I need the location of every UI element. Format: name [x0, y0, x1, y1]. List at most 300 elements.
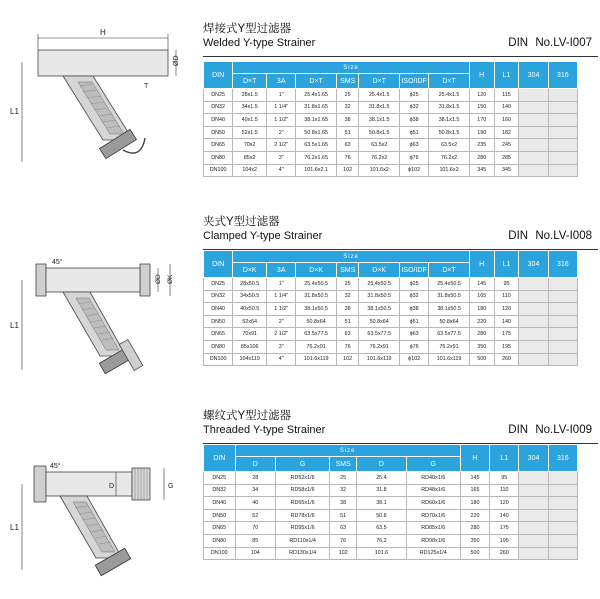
table-cell: 25.4x1.5 — [359, 89, 400, 102]
table-cell: 165 — [469, 290, 494, 303]
table-cell: 70x91 — [233, 328, 267, 341]
table-cell: RD48x1/6 — [406, 484, 460, 497]
table-cell: RD60x1/6 — [406, 497, 460, 510]
col-header: ISO/IDF — [399, 74, 428, 89]
table-cell: ϕ32 — [399, 101, 428, 114]
table-row — [204, 101, 578, 114]
table-cell: 190 — [469, 126, 494, 139]
table-cell: 280 — [469, 328, 494, 341]
table-row — [204, 290, 578, 303]
table-cell: 63 — [336, 139, 359, 152]
angle-label: 45° — [52, 259, 63, 266]
table-cell: RD70x1/6 — [406, 509, 460, 522]
table-cell: 76.2x1.65 — [296, 151, 337, 164]
table-cell: 51 — [336, 315, 359, 328]
table-cell: RD85x1/6 — [406, 522, 460, 535]
table-cell — [548, 89, 577, 102]
table-cell: RD78x1/6 — [276, 509, 330, 522]
table-cell: 4" — [267, 164, 296, 177]
table-cell: DN32 — [204, 290, 233, 303]
table-cell — [519, 534, 548, 547]
table-row — [204, 278, 578, 291]
table-cell: ϕ102 — [399, 164, 428, 177]
table-cell: DN65 — [204, 522, 236, 535]
col-header: D — [357, 457, 407, 472]
dim-d-label: ØD — [155, 274, 162, 284]
table-cell: 25.4x50.5 — [359, 278, 400, 291]
table-cell: 38.1x1.5 — [359, 114, 400, 127]
table-cell: 115 — [494, 89, 519, 102]
col-header: 3A — [267, 263, 296, 278]
dim-h-label: H — [100, 28, 106, 37]
threaded-title-cn: 螺纹式Y型过滤器 — [203, 410, 292, 422]
table-row — [204, 315, 578, 328]
table-cell: 102 — [336, 164, 359, 177]
table-cell: 70 — [235, 522, 276, 535]
table-cell: 104 — [235, 547, 276, 560]
table-cell — [548, 290, 577, 303]
table-cell: 500 — [469, 353, 494, 366]
table-cell: 245 — [494, 139, 519, 152]
title-divider — [203, 56, 598, 57]
table-cell: 260 — [494, 353, 519, 366]
table-cell — [519, 522, 548, 535]
col-header: G — [276, 457, 330, 472]
table-cell: ϕ25 — [399, 278, 428, 291]
table-cell: 76.2x91 — [359, 340, 400, 353]
table-cell: 52 — [235, 509, 276, 522]
table-cell: 101.6x2 — [429, 164, 470, 177]
welded-title-en: Welded Y-type Strainer — [203, 37, 316, 49]
table-cell: 101.6x119 — [296, 353, 337, 366]
table-cell — [548, 151, 577, 164]
table-cell: 76.2x91 — [296, 340, 337, 353]
table-cell: 110 — [490, 484, 519, 497]
table-cell: 85x2 — [233, 151, 267, 164]
table-cell: 40 — [235, 497, 276, 510]
table-cell: 31.8x50.5 — [429, 290, 470, 303]
table-row — [204, 353, 578, 366]
col-header: 316 — [548, 62, 577, 89]
table-cell: 63.5x77.5 — [296, 328, 337, 341]
table-cell: DN40 — [204, 303, 233, 316]
table-cell: RD130x1/4 — [276, 547, 330, 560]
table-cell: 28x1.5 — [233, 89, 267, 102]
table-cell: 3" — [267, 151, 296, 164]
table-cell — [548, 101, 577, 114]
table-row — [204, 126, 578, 139]
table-cell — [548, 278, 577, 291]
table-cell: ϕ51 — [399, 315, 428, 328]
size-band-header: Size — [235, 445, 460, 457]
table-cell: 31.8x50.5 — [296, 290, 337, 303]
table-cell: ϕ32 — [399, 290, 428, 303]
table-cell: 28x50.5 — [233, 278, 267, 291]
dim-l1-label: L1 — [10, 523, 19, 532]
col-header: SMS — [330, 457, 357, 472]
table-cell: 40x1.5 — [233, 114, 267, 127]
table-cell — [548, 484, 577, 497]
table-cell — [548, 472, 577, 485]
table-row — [204, 472, 578, 485]
table-cell: 76 — [330, 534, 357, 547]
table-cell: ϕ38 — [399, 303, 428, 316]
table-cell: 145 — [460, 472, 489, 485]
table-cell: 63.5x2 — [429, 139, 470, 152]
table-cell: 63 — [330, 522, 357, 535]
table-cell: 32 — [336, 290, 359, 303]
table-cell: 38.1x1.65 — [296, 114, 337, 127]
table-cell: 25.4x1.65 — [296, 89, 337, 102]
table-cell: 50.8x64 — [429, 315, 470, 328]
col-header: D×T — [429, 263, 470, 278]
table-cell: 102 — [330, 547, 357, 560]
table-cell: ϕ63 — [399, 139, 428, 152]
table-cell: 2" — [267, 126, 296, 139]
table-cell — [519, 89, 548, 102]
table-cell — [548, 547, 577, 560]
table-cell — [519, 353, 548, 366]
table-cell: 50.8x1.5 — [429, 126, 470, 139]
table-cell — [519, 101, 548, 114]
table-cell: 31.8x1.65 — [296, 101, 337, 114]
table-cell: 180 — [460, 497, 489, 510]
table-cell: 101.6x2 — [359, 164, 400, 177]
table-cell: RD98x1/6 — [406, 534, 460, 547]
threaded-strainer-diagram — [8, 450, 188, 595]
col-header: D×T — [233, 74, 267, 89]
table-cell: RD95x1/6 — [276, 522, 330, 535]
table-row — [204, 151, 578, 164]
table-cell: 25.4x50.5 — [296, 278, 337, 291]
size-band-header: Size — [233, 251, 470, 263]
table-row — [204, 534, 578, 547]
model-code: No.LV-I007 — [535, 37, 592, 49]
table-cell: 34 — [235, 484, 276, 497]
table-cell — [548, 139, 577, 152]
col-header: D — [235, 457, 276, 472]
table-cell: DN32 — [204, 101, 233, 114]
table-cell: 76.2 — [357, 534, 407, 547]
table-row — [204, 484, 578, 497]
table-cell: 70x2 — [233, 139, 267, 152]
table-row — [204, 509, 578, 522]
dim-d-label: D — [109, 483, 115, 490]
table-cell: 165 — [460, 484, 489, 497]
clamped-strainer-diagram — [8, 242, 188, 392]
col-header: D×K — [296, 263, 337, 278]
table-cell: 175 — [490, 522, 519, 535]
table-cell: 235 — [469, 139, 494, 152]
table-cell: DN50 — [204, 315, 233, 328]
table-cell: DN80 — [204, 151, 233, 164]
table-cell: 350 — [460, 534, 489, 547]
table-cell: 32 — [330, 484, 357, 497]
table-cell: 195 — [490, 534, 519, 547]
clamped-spec-table — [203, 250, 578, 366]
table-cell: 25.4 — [357, 472, 407, 485]
table-cell — [519, 151, 548, 164]
col-header: D×T — [429, 74, 470, 89]
table-cell — [519, 114, 548, 127]
col-header: SMS — [336, 263, 359, 278]
table-cell: 102 — [336, 353, 359, 366]
table-row — [204, 340, 578, 353]
table-cell: 280 — [469, 151, 494, 164]
table-cell — [519, 278, 548, 291]
table-cell: 38.1x50.5 — [429, 303, 470, 316]
table-cell: DN40 — [204, 497, 236, 510]
table-cell: 63.5 — [357, 522, 407, 535]
table-cell — [519, 547, 548, 560]
welded-strainer-diagram — [8, 22, 188, 182]
threaded-strainer-drawing — [8, 450, 188, 595]
table-cell: DN50 — [204, 509, 236, 522]
table-cell — [548, 353, 577, 366]
table-cell: 101.6x2.1 — [296, 164, 337, 177]
table-row — [204, 522, 578, 535]
table-cell: 101.6x119 — [429, 353, 470, 366]
col-header: DIN — [204, 445, 236, 472]
table-cell: 150 — [469, 101, 494, 114]
col-header: 304 — [519, 251, 548, 278]
table-cell: 2 1/2" — [267, 139, 296, 152]
table-cell: 2 1/2" — [267, 328, 296, 341]
table-cell — [548, 522, 577, 535]
table-row — [204, 164, 578, 177]
table-cell: 25 — [336, 89, 359, 102]
dim-g-label: G — [168, 483, 174, 490]
table-cell: 95 — [494, 278, 519, 291]
table-cell: 120 — [494, 303, 519, 316]
table-cell: 180 — [469, 303, 494, 316]
table-cell: 31.8x1.5 — [429, 101, 470, 114]
table-cell: 3" — [267, 340, 296, 353]
table-cell: RD110x1/4 — [276, 534, 330, 547]
threaded-strainer-section — [0, 400, 600, 599]
table-cell: 63.5x2 — [359, 139, 400, 152]
table-cell: 52x1.5 — [233, 126, 267, 139]
table-cell: 175 — [494, 328, 519, 341]
table-cell: 38.1x1.5 — [429, 114, 470, 127]
table-cell: RD65x1/6 — [276, 497, 330, 510]
table-cell: 140 — [494, 101, 519, 114]
welded-strainer-section — [0, 0, 600, 200]
table-cell: DN25 — [204, 278, 233, 291]
table-cell — [519, 315, 548, 328]
dim-d-label: ØD — [173, 55, 180, 66]
clamped-title-en: Clamped Y-type Strainer — [203, 230, 323, 242]
table-cell: 1 1/2" — [267, 114, 296, 127]
table-cell: 345 — [494, 164, 519, 177]
table-cell — [548, 497, 577, 510]
din-label: DIN — [508, 424, 529, 436]
table-cell — [519, 328, 548, 341]
table-cell: DN100 — [204, 164, 233, 177]
table-cell: 101.6x119 — [359, 353, 400, 366]
threaded-titles — [203, 407, 598, 447]
table-row — [204, 303, 578, 316]
table-cell: 31.8 — [357, 484, 407, 497]
col-header: SMS — [336, 74, 359, 89]
col-header: D×T — [296, 74, 337, 89]
table-cell — [548, 315, 577, 328]
table-cell: 76.2x91 — [429, 340, 470, 353]
col-header: DIN — [204, 62, 233, 89]
table-cell: 34x1.5 — [233, 101, 267, 114]
table-cell — [519, 340, 548, 353]
col-header: 316 — [548, 251, 577, 278]
table-cell: 220 — [460, 509, 489, 522]
table-cell: 280 — [460, 522, 489, 535]
table-cell — [519, 497, 548, 510]
table-cell: DN32 — [204, 484, 236, 497]
col-header: D×K — [359, 263, 400, 278]
threaded-model-number — [508, 424, 592, 436]
table-cell: 120 — [490, 497, 519, 510]
table-cell: ϕ38 — [399, 114, 428, 127]
table-cell: 76 — [336, 340, 359, 353]
table-cell: DN80 — [204, 534, 236, 547]
table-cell: DN50 — [204, 126, 233, 139]
col-header: H — [469, 251, 494, 278]
table-cell: 50.8x1.65 — [296, 126, 337, 139]
threaded-title-en: Threaded Y-type Strainer — [203, 424, 326, 436]
table-cell — [519, 126, 548, 139]
table-row — [204, 328, 578, 341]
table-cell: 51 — [330, 509, 357, 522]
table-cell: RD40x1/6 — [406, 472, 460, 485]
welded-spec-table — [203, 61, 578, 177]
table-cell: 76.2x2 — [359, 151, 400, 164]
table-cell: 104x119 — [233, 353, 267, 366]
table-cell: 31.8x50.5 — [359, 290, 400, 303]
table-cell: 350 — [469, 340, 494, 353]
table-cell — [548, 509, 577, 522]
welded-titles — [203, 20, 598, 60]
table-cell: 52x64 — [233, 315, 267, 328]
table-cell: 145 — [469, 278, 494, 291]
table-cell — [548, 164, 577, 177]
table-cell — [519, 484, 548, 497]
model-code: No.LV-I008 — [535, 230, 592, 242]
table-cell — [519, 139, 548, 152]
table-cell: DN40 — [204, 114, 233, 127]
threaded-spec-table — [203, 444, 578, 560]
table-cell: 50.8x64 — [359, 315, 400, 328]
col-header: 304 — [519, 62, 548, 89]
table-cell — [519, 303, 548, 316]
table-cell — [548, 534, 577, 547]
clamped-model-number — [508, 230, 592, 242]
table-cell: 285 — [494, 151, 519, 164]
dim-k-label: ØK — [167, 274, 174, 284]
table-cell: ϕ51 — [399, 126, 428, 139]
table-cell: DN100 — [204, 547, 236, 560]
table-cell — [519, 164, 548, 177]
angle-label: 45° — [50, 463, 61, 470]
table-cell: RD125x1/4 — [406, 547, 460, 560]
table-cell: 104x2 — [233, 164, 267, 177]
col-header: L1 — [494, 251, 519, 278]
table-cell — [548, 303, 577, 316]
table-cell: ϕ25 — [399, 89, 428, 102]
dim-t-label: T — [144, 83, 149, 90]
size-band-header: Size — [233, 62, 470, 74]
table-cell: 4" — [267, 353, 296, 366]
table-cell: 63 — [336, 328, 359, 341]
table-cell: 50.8x1.5 — [359, 126, 400, 139]
table-cell: 50.8x64 — [296, 315, 337, 328]
table-cell: ϕ102 — [399, 353, 428, 366]
table-cell: 38.1x50.5 — [359, 303, 400, 316]
col-header: D×T — [359, 74, 400, 89]
table-cell: 140 — [490, 509, 519, 522]
table-cell: 32 — [336, 101, 359, 114]
table-cell: DN100 — [204, 353, 233, 366]
table-cell: DN25 — [204, 89, 233, 102]
table-cell — [548, 126, 577, 139]
col-header: 304 — [519, 445, 548, 472]
dim-l1-label: L1 — [10, 321, 19, 330]
col-header: DIN — [204, 251, 233, 278]
table-cell: DN65 — [204, 139, 233, 152]
table-cell: 345 — [469, 164, 494, 177]
table-cell: 38 — [336, 114, 359, 127]
table-cell: 25 — [336, 278, 359, 291]
clamped-title-cn: 夹式Y型过滤器 — [203, 216, 280, 228]
table-cell: DN65 — [204, 328, 233, 341]
table-cell: ϕ76 — [399, 151, 428, 164]
col-header: H — [469, 62, 494, 89]
welded-model-number — [508, 37, 592, 49]
table-cell: 63.5x77.5 — [429, 328, 470, 341]
clamped-strainer-drawing — [8, 242, 188, 392]
table-cell — [519, 472, 548, 485]
table-cell: 110 — [494, 290, 519, 303]
table-cell: 40x50.5 — [233, 303, 267, 316]
table-cell: 34x50.5 — [233, 290, 267, 303]
col-header: G — [406, 457, 460, 472]
col-header: L1 — [494, 62, 519, 89]
table-cell: 170 — [469, 114, 494, 127]
table-cell: 2" — [267, 315, 296, 328]
din-label: DIN — [508, 37, 529, 49]
table-cell: DN25 — [204, 472, 236, 485]
table-cell: 500 — [460, 547, 489, 560]
table-cell: RD58x1/6 — [276, 484, 330, 497]
table-cell: 76 — [336, 151, 359, 164]
table-cell: 95 — [490, 472, 519, 485]
table-cell: 38 — [330, 497, 357, 510]
table-cell: 182 — [494, 126, 519, 139]
table-cell: 220 — [469, 315, 494, 328]
table-cell: 38.1 — [357, 497, 407, 510]
table-row — [204, 497, 578, 510]
table-cell: 25.4x50.5 — [429, 278, 470, 291]
table-cell: 1 1/4" — [267, 101, 296, 114]
col-header: ISO/IDF — [399, 263, 428, 278]
table-cell: 50.8 — [357, 509, 407, 522]
table-cell: 260 — [490, 547, 519, 560]
table-cell: 140 — [494, 315, 519, 328]
table-cell — [548, 340, 577, 353]
table-cell: ϕ76 — [399, 340, 428, 353]
table-cell — [519, 290, 548, 303]
welded-title-cn: 焊接式Y型过滤器 — [203, 23, 292, 35]
table-cell: 85x106 — [233, 340, 267, 353]
table-cell: 1" — [267, 89, 296, 102]
